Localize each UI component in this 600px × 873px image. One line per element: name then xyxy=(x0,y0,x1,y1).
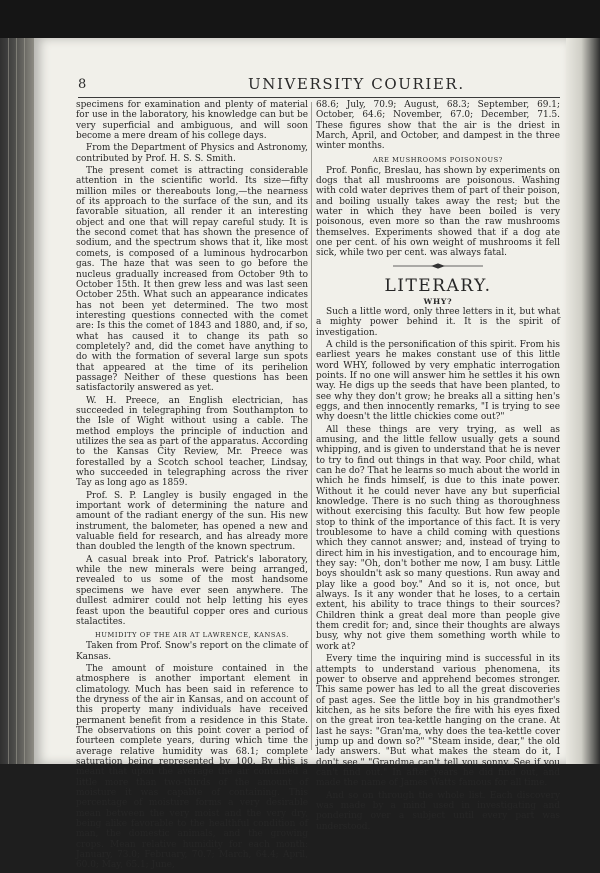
running-title: UNIVERSITY COURIER. xyxy=(248,75,465,93)
paragraph-specimens: specimens for examination and plenty of material for use in the laboratory, his knowledge can but be very superficial and ambiguous, and will soon become a mere dream of his college days. xyxy=(76,100,308,142)
paragraph-moisture: The amount of moisture contained in the atmosphere is another important element in climatology. Much has been said in reference to the dryness of the air in Kansas, and on account of this property many individuals have received permanent benefit from a residence in this State. The observations on this point cover a period of fourteen complete years, during which time the average relative humidity was 68.1; complete saturation being represented by 100. By this is meant that upon the average the air contained a little more than two-thirds of the amount of moisture it was capable of containing. This percentage of moisture forms a very desirable mean between the very moist and the very dry, being alike favorable to the healthful condition of man, the domestic animals, and the growing crops. Mean relative humidity for each month: January, 73.0; February, 70.7; March, 64.4; April, 60.0; May, 65.1; June, xyxy=(76,663,308,871)
left-column xyxy=(76,100,308,873)
heading-humidity: HUMIDITY OF THE AIR AT LAWRENCE, KANSAS. xyxy=(95,631,289,640)
paragraph-trying: All these things are very trying, as well as amusing, and the little fellow usually gets a sound whipping, and is given to understand that he is never to try to find out things in that way. Poor child, what can he do? That he learns so much about the world in which he finds himself, is due to this inate power. Without it he could never have any but superficial knowledge. There is no such thing as thoroughness without exercising this faculty. But how few people stop to think of the importance of this fact. It is very troublesome to have a child coming with questions which they cannot answer; and, instead of trying to direct him in his investigation, and to encourage him, they say: "Oh, don't bother me now, I am busy. Little boys shouldn't ask so many questions. Run away and play like a good boy." And so it is, not once, but always. Is it any wonder that he loses, to a certain extent, his ability to trace things to their sources? Children think a great deal more than people give them credit for; and, since their thoughts are always busy, why not give them something worth while to work at? xyxy=(316,424,560,652)
scanner-background-top xyxy=(0,0,600,38)
paragraph-comet: The present comet is attracting considerable attention in the scientific world. Its size—fifty million miles or thereabouts long,—the nearness of its approach to the surface of the sun, and its favorable situation, all render it an interesting object and one that will repay careful study. It is the second comet that has shown the presence of sodium, and the spectrum shows that it, like most comets, is composed of a luminous hydrocarbon gas. The haze that was seen to go before the nucleus gradually increased from October 9th to October 15th. It then grew less and was last seen October 25th. What such an appearance indicates has not been yet determined. The two most interesting questions connected with the comet are: Is this the comet of 1843 and 1880, and, if so, what has caused it to change its path so completely? and, did the comet have anything to do with the formation of several large sun spots that appeared at the time of its perihelion passage? Neither of these questions has been satisfactorily answered as yet. xyxy=(76,166,308,394)
paragraph-ponfic: Prof. Ponfic, Breslau, has shown by experiments on dogs that all mushrooms are poisonous. Washing with cold water deprives them of part of their poison, and boiling usually takes away the rest; but the water in which they have been boiled is very poisonous, even more so than the raw mushrooms themselves. Experiments showed that if a dog ate one per cent. of his own weight of mushrooms it fell sick, while two per cent. was always fatal. xyxy=(316,165,560,259)
header-rule xyxy=(78,97,560,98)
spine-page-edge xyxy=(24,38,25,764)
paragraph-little-word: Such a little word, only three letters in it, but what a mighty power behind it. It is the spirit of investigation. xyxy=(316,306,560,338)
paragraph-humidity-continued: 68.6; July, 70.9; August, 68.3; September, 69.1; October, 64.6; November, 67.0; December, 71.5. These figures show that the air is the driest in March, April, and October, and dampest in the three winter months. xyxy=(316,100,560,152)
section-ornament-divider xyxy=(393,263,483,269)
facing-page-edge xyxy=(566,38,600,764)
heading-mushrooms: ARE MUSHROOMS POISONOUS? xyxy=(373,155,503,164)
paragraph-snow-report: Taken from Prof. Snow's report on the climate of Kansas. xyxy=(76,641,308,662)
section-title-literary: LITERARY. xyxy=(384,275,492,296)
paragraph-inquiring-mind: Every time the inquiring mind is successful in its attempts to understand various phenomena, its power to observe and apprehend becomes stronger. This same power has led to all the great discoveries of past ages. See the little boy in his grandmother's kitchen, as he sits before the fire with his eyes fixed on the great iron tea-kettle hanging on the crane. At last he says: "Gran'ma, why does the tea-kettle cover jump up and down so?" "Steam inside, dear," the old lady answers. "But what makes the steam do it, I don't see." "Grandma can't tell you sonny. See if you can't find out." In after years he did find out, and made the name of James Watts famous for all time. xyxy=(316,654,560,789)
paragraph-department: From the Department of Physics and Astronomy, contributed by Prof. H. S. S. Smith. xyxy=(76,143,308,164)
right-column xyxy=(316,100,560,834)
paragraph-laboratory: A casual break into Prof. Patrick's laboratory, while the new minerals were being arranged, revealed to us some of the most handsome specimens we have ever seen anywhere. The dullest admirer could not help letting his eyes feast upon the beautiful copper ores and curious stalactites. xyxy=(76,554,308,627)
page-number: 8 xyxy=(78,77,87,92)
spine-page-edge xyxy=(16,38,17,764)
book-spine xyxy=(0,38,34,764)
paragraph-discovery: And so on through the whole list. Each discovery was made by a mind used in investigating and pondering over a subject until every part was understood. xyxy=(316,790,560,832)
page-header xyxy=(78,75,560,95)
article-title-why: WHY? xyxy=(423,296,453,306)
paragraph-preece: W. H. Preece, an English electrician, has succeeded in telegraphing from Southampton to the Isle of Wight without using a cable. The method employs the principle of induction and utilizes the sea as part of the apparatus. According to the Kansas City Review, Mr. Preece was forestalled by a Scotch school teacher, Lindsay, who succeeded in telegraphing across the river Tay as long ago as 1859. xyxy=(76,395,308,489)
spine-page-edge xyxy=(8,38,9,764)
paragraph-langley: Prof. S. P. Langley is busily engaged in the important work of determining the nature and amount of the radiant energy of the sun. His new instrument, the balometer, has opened a new and valuable field for research, and has already more than doubled the length of the known spectrum. xyxy=(76,490,308,553)
paragraph-child: A child is the personification of this spirit. From his earliest years he makes constant use of this little word WHY, followed by very emphatic interrogation points. If no one will answer him he settles it his own way. He digs up the seeds that have been planted, to see why they don't grow; he breaks all a sitting hen's eggs, and then innocently remarks, "I is trying to see why doesn't the little chickies come out?" xyxy=(316,339,560,423)
column-divider xyxy=(311,102,312,750)
